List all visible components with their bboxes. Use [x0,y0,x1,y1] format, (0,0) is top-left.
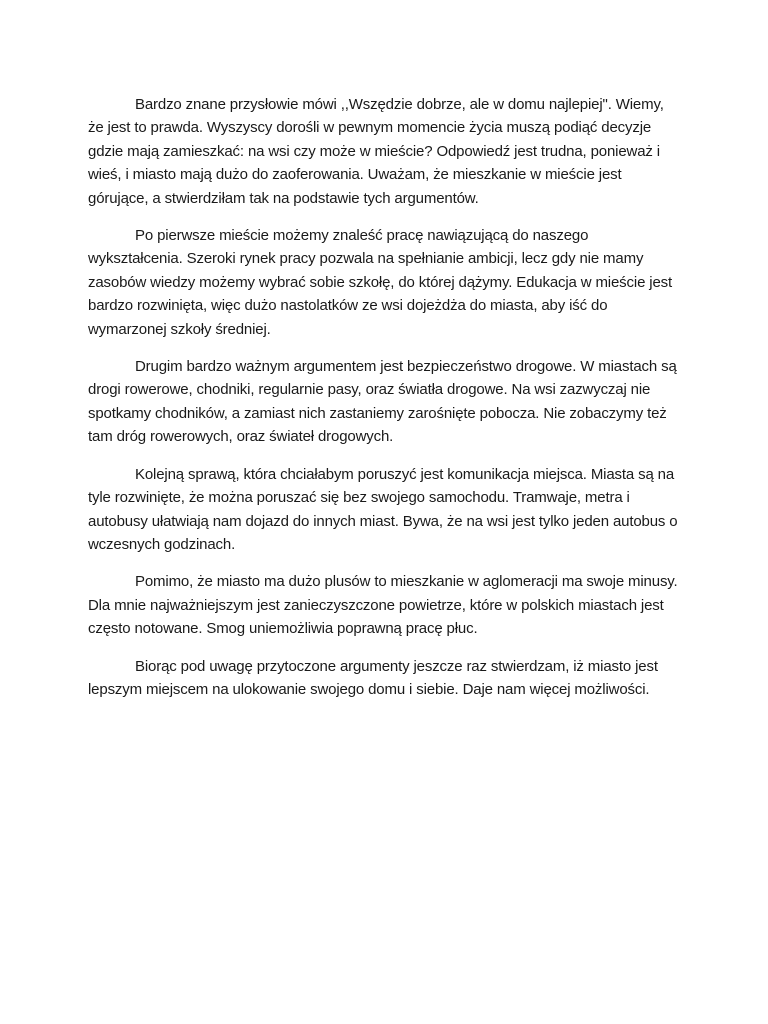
paragraph-6: Biorąc pod uwagę przytoczone argumenty jeszcze raz stwierdzam, iż miasto jest lepszym miejscem na ulokowanie swojego domu i siebie. Daje nam więcej możliwości. [88,657,658,698]
paragraph-4: Kolejną sprawą, która chciałabym poruszyć jest komunikacja miejsca. Miasta są na tyle rozwinięte, że można poruszać się bez swojego samochodu. Tramwaje, metra i autobusy ułatwiają nam dojazd do innych miast. Bywa, że na wsi jest tylko jeden autobus o wczesnych godzinach. [88,465,678,553]
paragraph-5: Pomimo, że miasto ma dużo plusów to mieszkanie w aglomeracji ma swoje minusy. Dla mnie najważniejszym jest zanieczyszczone powietrze, które w polskich miastach jest często notowane. Smog uniemożliwia poprawną pracę płuc. [88,573,678,638]
paragraph-1: Bardzo znane przysłowie mówi ,,Wszędzie dobrze, ale w domu najlepiej". Wiemy, że jest to prawda. Wyszyscy dorośli w pewnym momencie życia muszą podiąć decyzje gdzie mają zamieszkać: na wsi czy może w mieście? Odpowiedź jest trudna, ponieważ i wieś, i miasto mają dużo do zaoferowania. Uważam, że mieszkanie w mieście jest górujące, a stwierdziłam tak na podstawie tych argumentów. [88,96,664,207]
paragraph-2: Po pierwsze mieście możemy znaleść pracę nawiązującą do naszego wykształcenia. Szeroki rynek pracy pozwala na spełnianie ambicji, lecz gdy nie mamy zasobów wiedzy możemy wybrać sobie szkołę, do której dążymy. Edukacja w mieście jest bardzo rozwinięta, więc dużo nastolatków ze wsi dojeżdża do miasta, aby iść do wymarzonej szkoły średniej. [88,227,673,338]
document-body [88,93,680,715]
paragraph-3: Drugim bardzo ważnym argumentem jest bezpieczeństwo drogowe. W miastach są drogi rowerowe, chodniki, regularnie pasy, oraz światła drogowe. Na wsi zazwyczaj nie spotkamy chodników, a zamiast nich zastaniemy zarośnięte pobocza. Nie zobaczymy też tam dróg rowerowych, oraz świateł drogowych. [88,358,677,446]
